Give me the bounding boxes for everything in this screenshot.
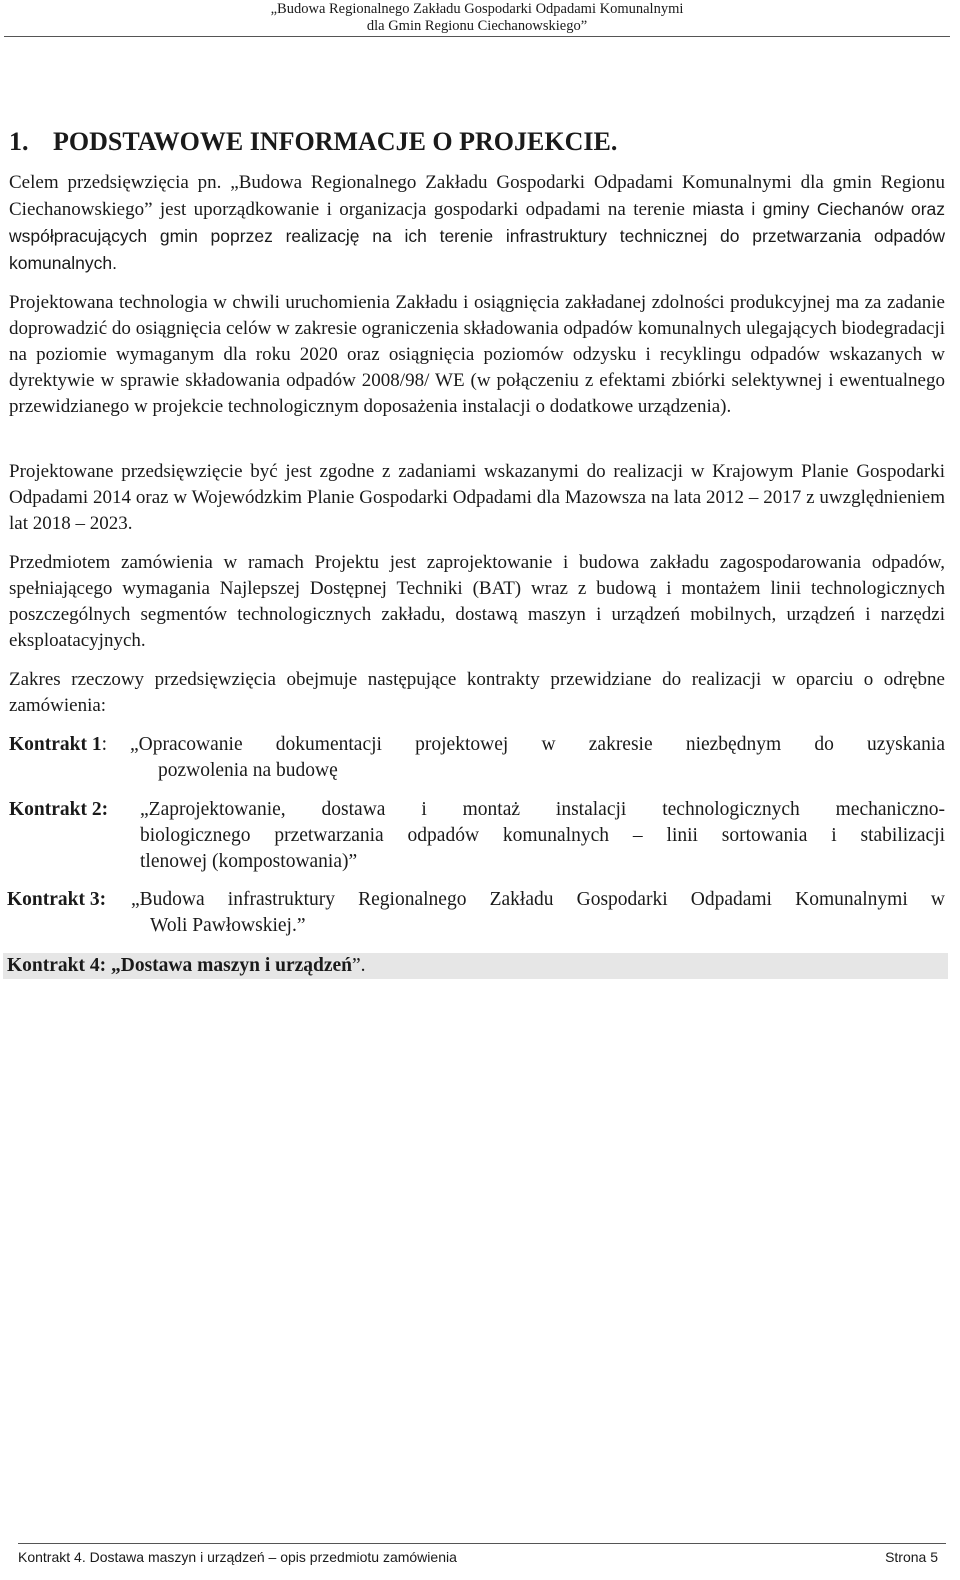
section-number: 1. bbox=[9, 127, 29, 156]
section-title: PODSTAWOWE INFORMACJE O PROJEKCIE. bbox=[53, 127, 618, 156]
contract-1-text-cont: pozwolenia na budowę bbox=[158, 760, 338, 781]
header-line-1: „Budowa Regionalnego Zakładu Gospodarki Odpadami Komunalnymi bbox=[270, 1, 684, 17]
contract-2-text: „Zaprojektowanie, dostawa i montaż instalacji technologicznych mechaniczno- biologicznego przetwarzania odpadów komunalnych – linii sortowania i stabilizacji tlenowej (kompostowania)” bbox=[140, 799, 945, 872]
contract-3-text: „Budowa infrastruktury Regionalnego Zakładu Gospodarki Odpadami Komunalnymi w bbox=[131, 889, 945, 910]
page-header bbox=[4, 0, 950, 37]
paragraph-goal-sans: miasta i gminy Ciechanów oraz współpracujących gmin poprzez realizację na ich terenie infrastruktury technicznej do przetwarzania odpadów komunalnych. bbox=[9, 199, 946, 273]
paragraph-goal-serif: Celem przedsięwzięcia pn. „Budowa Regionalnego Zakładu Gospodarki Odpadami Komunalnymi dla gmin Regionu Ciechanowskiego” jest uporządkowanie i organizacja gospodarki odpadami na terenie bbox=[9, 172, 945, 220]
paragraph-goal bbox=[9, 170, 945, 277]
contract-1 bbox=[9, 732, 945, 784]
paragraph-technology: Projektowana technologia w chwili uruchomienia Zakładu i osiągnięcia zakładanej zdolności produkcyjnej ma za zadanie doprowadzić do osiągnięcia celów w zakresie ograniczenia składowania odpadów komunalnych ulegających biodegradacji na poziomie wymaganym dla roku 2020 oraz osiągnięcia poziomów odzysku i recyklingu odpadów wskazanych w dyrektywie w sprawie składowania odpadów 2008/98/ WE (w połączeniu z efektami zbiórki selektywnej i ewentualnego przewidzianego w projekcie technologicznym doposażenia instalacji o dodatkowe urządzenia). bbox=[9, 292, 945, 417]
contract-4-text: „Dostawa maszyn i urządzeń bbox=[111, 955, 353, 976]
paragraph-subject: Przedmiotem zamówienia w ramach Projektu jest zaprojektowanie i budowa zakładu zagospodarowania odpadów, spełniającego wymagania Najlepszej Dostępnej Techniki (BAT) wraz z budową i montażem linii technologicznych poszczególnych segmentów technologicznych zakładu, dostawą maszyn i urządzeń mobilnych, urządzeń i narzędzi eksploatacyjnych. bbox=[9, 552, 945, 651]
contract-1-label: Kontrakt 1: bbox=[9, 734, 108, 755]
contract-2 bbox=[9, 797, 945, 875]
contract-1-text: „Opracowanie dokumentacji projektowej w zakresie niezbędnym do uzyskania bbox=[130, 734, 945, 755]
contract-4-label: Kontrakt 4: bbox=[7, 955, 107, 976]
paragraph-compliance: Projektowane przedsięwzięcie być jest zgodne z zadaniami wskazanymi do realizacji w Krajowym Planie Gospodarki Odpadami 2014 oraz w Wojewódzkim Planie Gospodarki Odpadami dla Mazowsza na lata 2012 – 2017 z uwzględnieniem lat 2018 – 2023. bbox=[9, 461, 945, 534]
header-line-2: dla Gmin Regionu Ciechanowskiego” bbox=[366, 18, 588, 34]
contract-2-label: Kontrakt 2: bbox=[9, 799, 109, 820]
contract-3-label: Kontrakt 3: bbox=[7, 889, 107, 910]
footer-description: Kontrakt 4. Dostawa maszyn i urządzeń – opis przedmiotu zamówienia bbox=[18, 1549, 457, 1565]
page-number: Strona 5 bbox=[885, 1549, 938, 1565]
contract-4-highlight bbox=[3, 953, 948, 979]
contract-3-text-cont: Woli Pawłowskiej.” bbox=[150, 915, 306, 936]
contract-3 bbox=[7, 887, 945, 939]
paragraph-scope: Zakres rzeczowy przedsięwzięcia obejmuje następujące kontrakty przewidziane do realizacji w oparciu o odrębne zamówienia: bbox=[9, 669, 945, 716]
section-heading bbox=[9, 126, 617, 158]
contract-4-tail: ”. bbox=[352, 955, 366, 976]
page-footer bbox=[18, 1543, 946, 1565]
